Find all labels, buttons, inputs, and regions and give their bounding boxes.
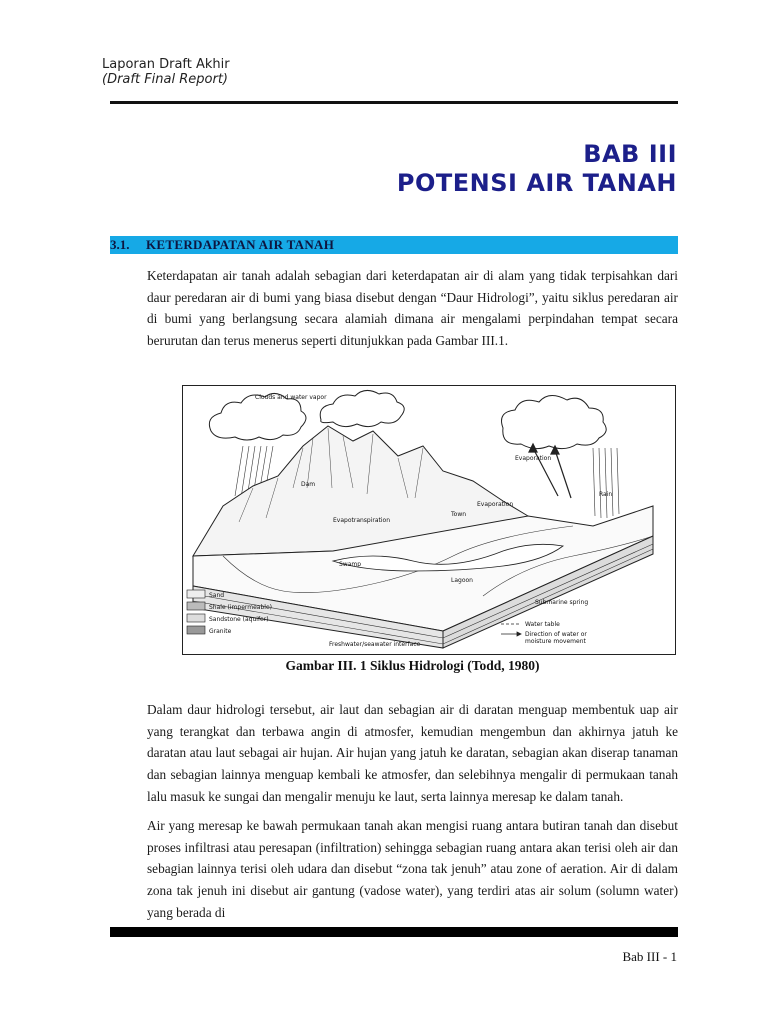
label-rain: Rain — [599, 491, 613, 498]
label-evapotranspiration: Evapotranspiration — [333, 517, 391, 524]
cloud-right — [502, 395, 607, 448]
label-submarine-spring: Submarine spring — [535, 599, 589, 606]
legend-granite: Granite — [209, 628, 232, 635]
rain-lines-right — [593, 448, 619, 518]
label-town: Town — [451, 511, 467, 518]
label-lagoon: Lagoon — [451, 577, 473, 584]
legend-shale: Shale (impermeable) — [209, 604, 272, 611]
report-title: Laporan Draft Akhir — [102, 57, 230, 72]
footer-rule — [110, 927, 678, 937]
legend-sandstone: Sandstone (aquifer) — [209, 616, 269, 623]
cloud-middle — [320, 390, 404, 426]
report-subtitle: (Draft Final Report) — [102, 72, 228, 87]
evaporation-arrows — [529, 444, 571, 498]
legend-granite-swatch — [187, 626, 205, 634]
label-water-table: Water table — [525, 621, 560, 628]
label-clouds: Clouds and water vapor — [255, 394, 327, 401]
chapter-title: POTENSI AIR TANAH — [396, 169, 677, 197]
chapter-heading — [397, 140, 677, 198]
label-direction-2: moisture movement — [525, 638, 586, 645]
legend-sandstone-swatch — [187, 614, 205, 622]
section-number: 3.1. — [110, 237, 130, 252]
report-header — [102, 57, 230, 87]
paragraph-1: Keterdapatan air tanah adalah sebagian dari keterdapatan air di alam yang tidak terpisahkan dari daur peredaran air di bumi yang biasa disebut dengan “Daur Hidrologi”, yaitu siklus peredaran air di bumi yang berlangsung secara alamiah dimana air mengalami perpindahan tempat secara berurutan dan terus menerus seperti ditunjukkan pada Gambar III.1. — [147, 268, 678, 349]
page-number: Bab III - 1 — [622, 949, 677, 964]
paragraph-3: Air yang meresap ke bawah permukaan tanah akan mengisi ruang antara butiran tanah dan disebut proses infiltrasi atau peresapan (infiltration) sehingga sebagian ruang antara akan terisi oleh air dan sebagian lainnya terisi oleh udara dan disebut “zona tak jenuh” atau zone of aeration. Air di dalam zona tak jenuh ini disebut air gantung (vadose water), yang terdiri atas air solum (solumn water) yang berada di — [147, 818, 678, 920]
label-evaporation-sea: Evaporation — [515, 455, 552, 462]
header-rule — [110, 101, 678, 104]
label-evaporation-lake: Evaporation — [477, 501, 514, 508]
section-heading-bar — [110, 236, 678, 254]
water-table-legend — [501, 624, 521, 636]
legend-sand-swatch — [187, 590, 205, 598]
legend-shale-swatch — [187, 602, 205, 610]
section-title: KETERDAPATAN AIR TANAH — [146, 237, 335, 252]
chapter-number: BAB III — [583, 140, 677, 168]
label-swamp: Swamp — [339, 561, 362, 568]
figure-caption: Gambar III. 1 Siklus Hidrologi (Todd, 1980) — [285, 658, 540, 673]
label-interface: Freshwater/seawater interface — [329, 641, 421, 648]
paragraph-2: Dalam daur hidrologi tersebut, air laut dan sebagian air di daratan menguap membentuk uap air yang terangkat dan terbawa angin di atmosfer, kemudian mengembun dan akhirnya jatuh ke daratan atau laut sebagai air hujan. Air hujan yang jatuh ke daratan, sebagian akan diserap tanaman dan sebagian lainnya menguap kembali ke atmosfer, dan selebihnya mengalir di permukaan tanah lalu masuk ke sungai dan mengalir menuju ke laut, serta lainnya meresap ke dalam tanah. — [147, 702, 678, 804]
label-direction: Direction of water or — [525, 631, 587, 638]
legend-sand: Sand — [209, 592, 225, 599]
hydrologic-cycle-figure — [182, 385, 676, 655]
label-dam: Dam — [301, 481, 316, 488]
